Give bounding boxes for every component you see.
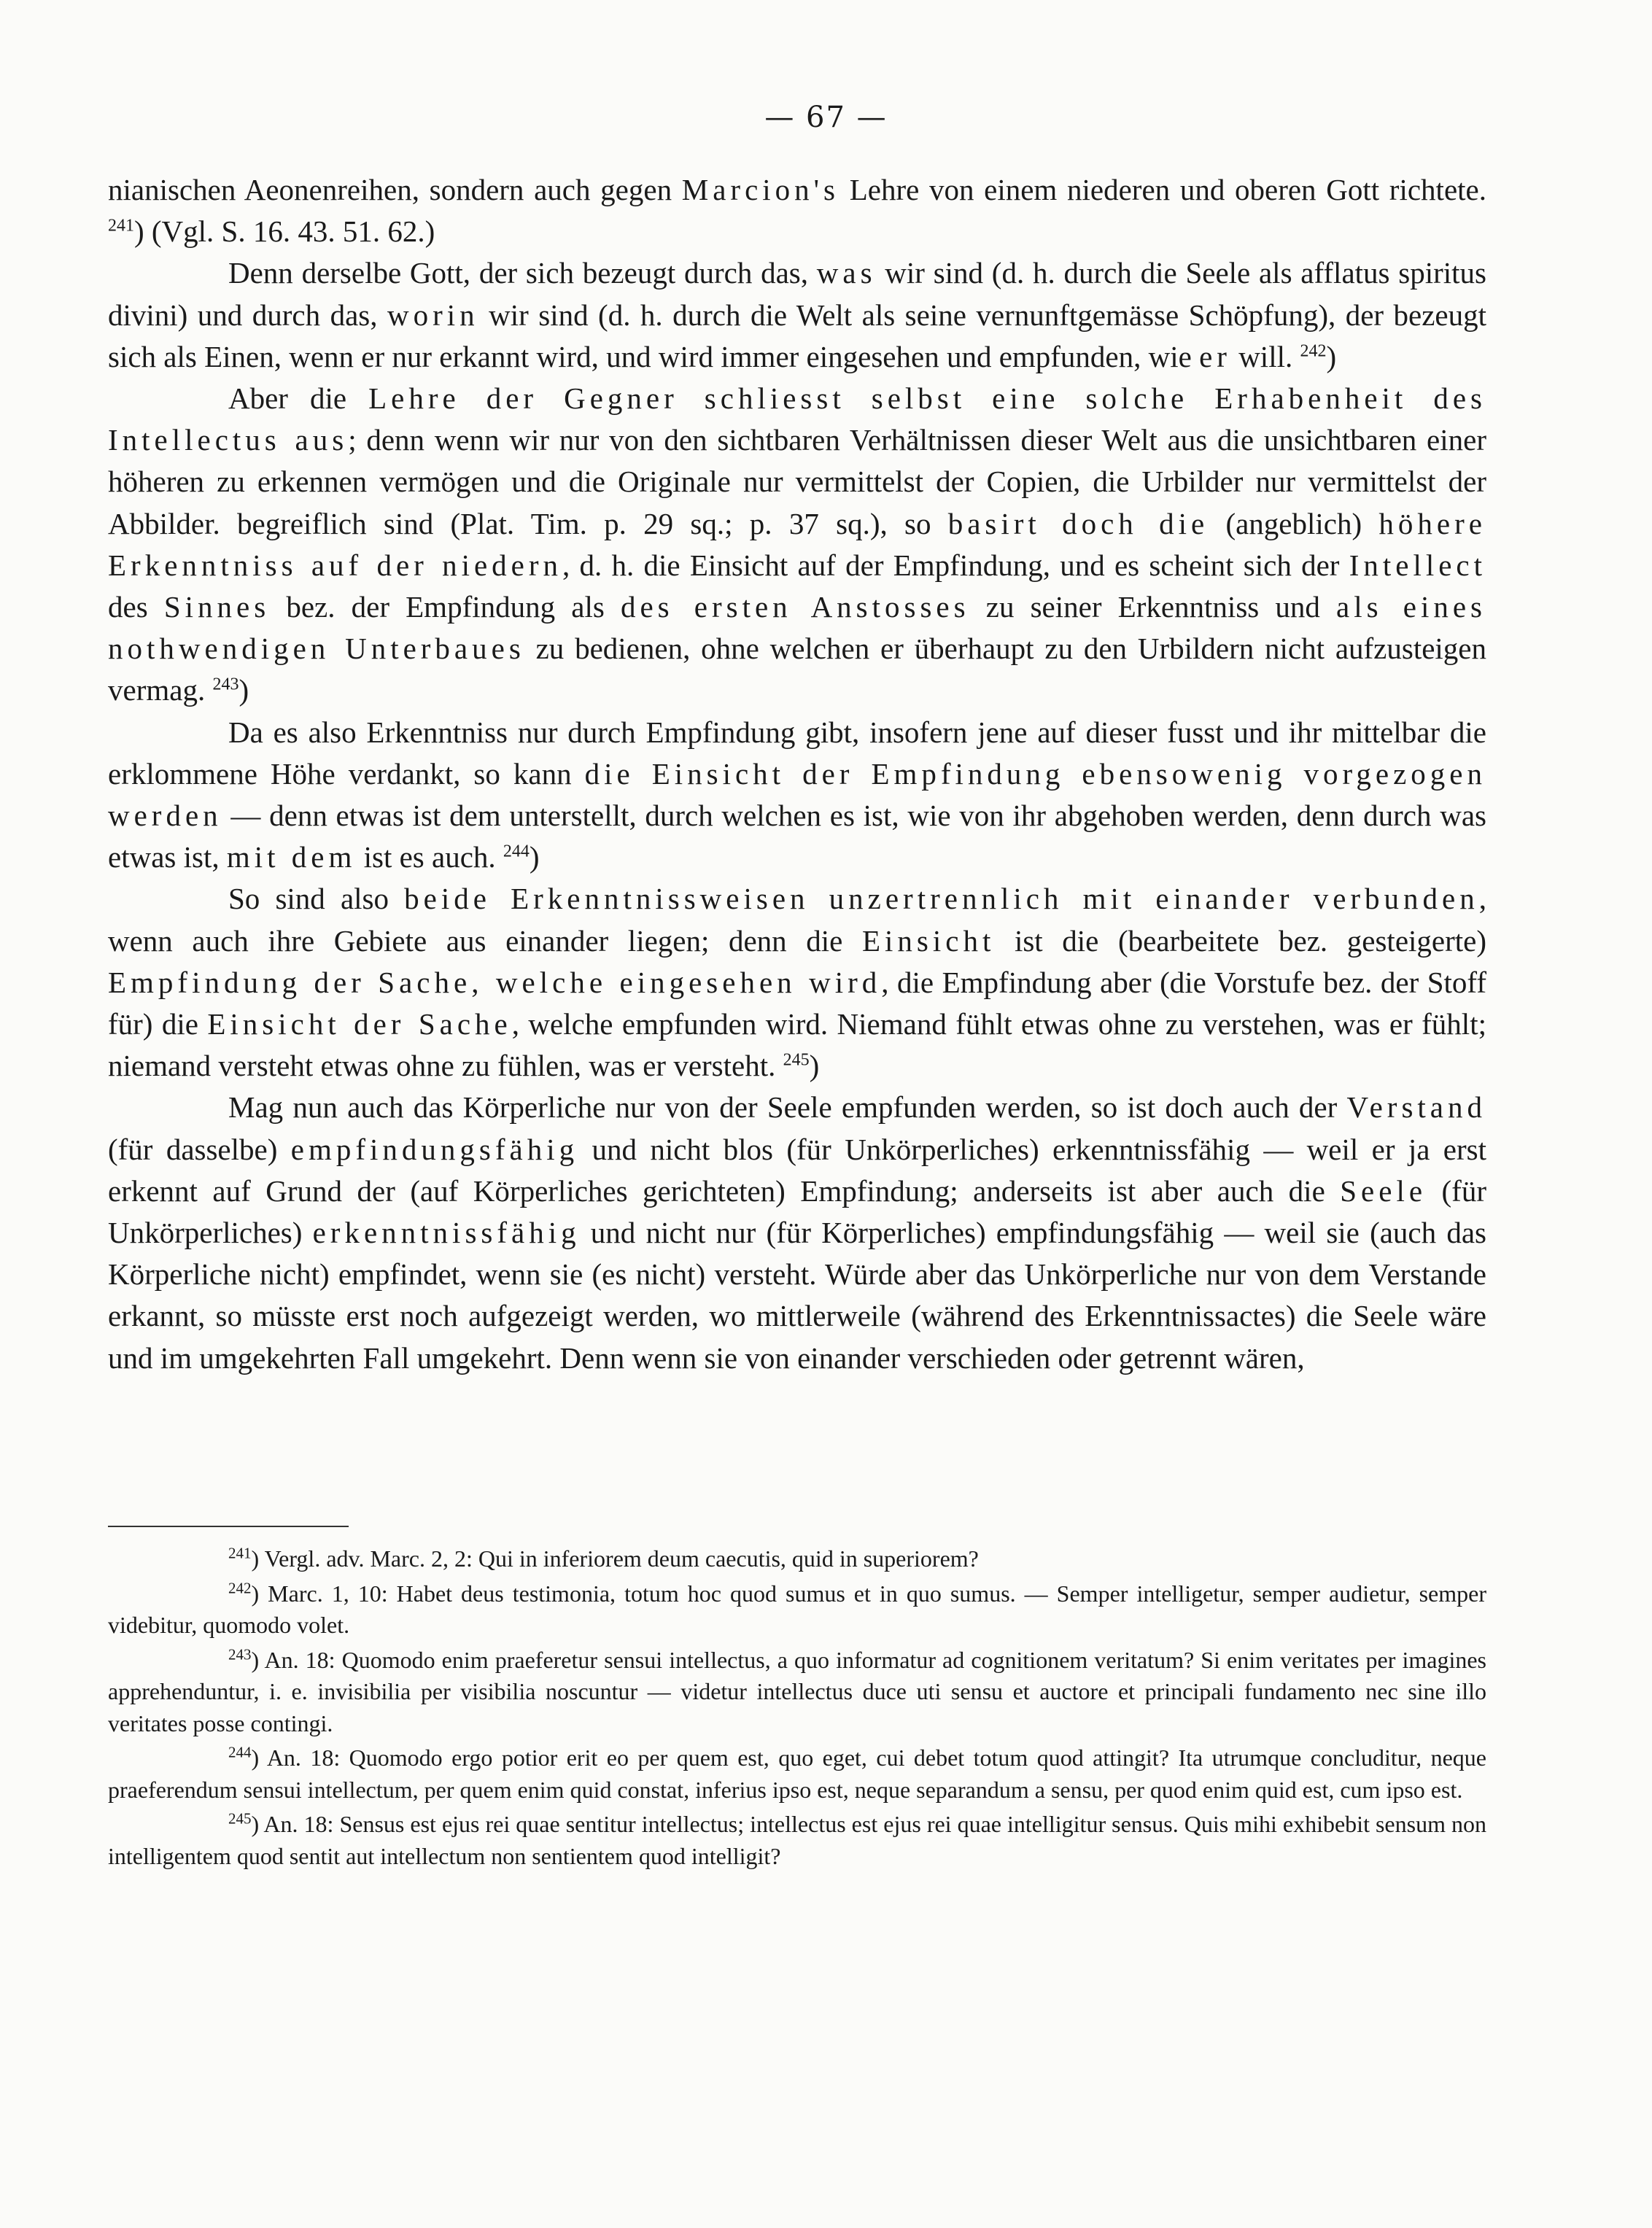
footnote-mark: 243: [228, 1645, 252, 1663]
footnote-text: ) An. 18: Quomodo enim praeferetur sensui intellectus, a quo informatur ad cognitionem veritatum? Si enim veritates per imagines apprehenduntur, i. e. invisibilia per visibilia noscuntur — videtur intellectus duce uti sensu et auctore et principali fundamento nec sine illo veritates posse contingi.: [108, 1646, 1486, 1736]
footnote-ref-245[interactable]: 245: [783, 1050, 810, 1070]
paragraph-2: Denn derselbe Gott, der sich bezeugt durch das, was wir sind (d. h. durch die Seele als afflatus spiritus divini) und durch das, worin wir sind (d. h. durch die Welt als seine vernunftgemässe Schöpfung), der bezeugt sich als Einen, wenn er nur erkannt wird, und wird immer eingesehen und empfunden, wie er will. $^{242}$): [108, 256, 1486, 373]
footnote-241: [108, 1543, 1486, 1575]
footnote-ref-244[interactable]: 244: [503, 842, 530, 861]
paragraph-6: Mag nun auch das Körperliche nur von der Seele empfunden werden, so ist doch auch der Verstand (für dasselbe) empfindungsfähig und nicht blos (für Unkörperliches) erkenntnissfähig — weil er ja erst erkennt auf Grund der (auf Körperliches gerichteten) Empfindung; anderseits ist aber auch die Seele (für Unkörperliches) erkenntnissfähig und nicht nur (für Körperliches) empfindungsfähig — weil sie (auch das Körperliche nicht) empfindet, wenn sie (es nicht) versteht. Würde aber das Unkörperliche nur von dem Verstande erkannt, so müsste erst noch aufgezeigt werden, wo mittlerweile (während des Erkenntnissactes) die Seele wäre und im umgekehrten Fall umgekehrt. Denn wenn sie von einander verschieden oder getrennt wären,: [108, 1090, 1486, 1375]
footnote-ref-241[interactable]: 241: [108, 216, 134, 236]
footnote-mark: 241: [228, 1544, 252, 1562]
footnote-text: ) Marc. 1, 10: Habet deus testimonia, totum hoc quod sumus et in quo sumus. — Semper intelligetur, semper audietur, semper videbitur, quomodo volet.: [108, 1580, 1486, 1638]
footnote-text: ) Vergl. adv. Marc. 2, 2: Qui in inferiorem deum caecutis, quid in superiorem?: [251, 1545, 979, 1572]
main-text: [108, 169, 1486, 1379]
footnote-mark: 244: [228, 1743, 252, 1761]
paragraph-3: Aber die Lehre der Gegner schliesst selbst eine solche Erhabenheit des Intellectus aus; denn wenn wir nur von den sichtbaren Verhältnissen dieser Welt aus die unsichtbaren einer höheren zu erkennen vermögen und die Originale nur vermittelst der Copien, die Urbilder nur vermittelst der Abbilder. begreiflich sind (Plat. Tim. p. 29 sq.; p. 37 sq.), so basirt doch die (angeblich) höhere Erkenntniss auf der niedern, d. h. die Einsicht auf der Empfindung, und es scheint sich der Intellect des Sinnes bez. der Empfindung als des ersten Anstosses zu seiner Erkenntniss und als eines nothwendigen Unterbaues zu bedienen, ohne welchen er überhaupt zu den Urbildern nicht aufzusteigen vermag. $^{243}$): [108, 381, 1487, 707]
footnote-mark: 245: [228, 1809, 252, 1828]
paragraph-1: nianischen Aeonenreihen, sondern auch gegen Marcion's Lehre von einem niederen und oberen Gott richtete. $^{241}$) (Vgl. S. 16. 43. 51. 62.): [108, 173, 1486, 249]
paragraph-5: So sind also beide Erkenntnissweisen unzertrennlich mit einander verbunden, wenn auch ihre Gebiete aus einander liegen; denn die Einsicht ist die (bearbeitete bez. gesteigerte) Empfindung der Sache, welche eingesehen wird, die Empfindung aber (die Vorstufe bez. der Stoff für) die Einsicht der Sache, welche empfunden wird. Niemand fühlt etwas ohne zu verstehen, was er fühlt; niemand versteht etwas ohne zu fühlen, was er versteht. $^{245}$): [108, 882, 1487, 1083]
footnote-243: [108, 1645, 1486, 1740]
footnote-245: [108, 1809, 1486, 1872]
footnotes: [108, 1543, 1486, 1875]
footnote-242: [108, 1578, 1486, 1642]
footnote-text: ) An. 18: Quomodo ergo potior erit eo per quem est, quo eget, cui debet totum quod attingit? Ita utrumque concluditur, neque praeferendum sensui intellectum, per quem enim quid constat, inferius ipso est, neque separandum a sensu, per quod enim quid est, cum ipso est.: [108, 1744, 1486, 1803]
footnote-mark: 242: [228, 1578, 252, 1596]
footnote-text: ) An. 18: Sensus est ejus rei quae sentitur intellectus; intellectus est ejus rei quae intelligitur sensus. Quis mihi exhibebit sensum non intelligentem quod sentit aut intellectum non sentientem quod intelligit?: [108, 1811, 1486, 1869]
footnote-244: [108, 1742, 1486, 1806]
paragraph-4: Da es also Erkenntniss nur durch Empfindung gibt, insofern jene auf dieser fusst und ihr mittelbar die erklommene Höhe verdankt, so kann die Einsicht der Empfindung ebensowenig vorgezogen werden — denn etwas ist dem unterstellt, durch welchen es ist, wie von ihr abgehoben werden, denn durch was etwas ist, mit dem ist es auch. $^{244}$): [108, 715, 1486, 874]
footnote-ref-243[interactable]: 243: [212, 675, 239, 694]
footnote-ref-242[interactable]: 242: [1300, 341, 1327, 361]
footnote-divider: [108, 1526, 349, 1527]
page-number: — 67 —: [764, 101, 888, 134]
